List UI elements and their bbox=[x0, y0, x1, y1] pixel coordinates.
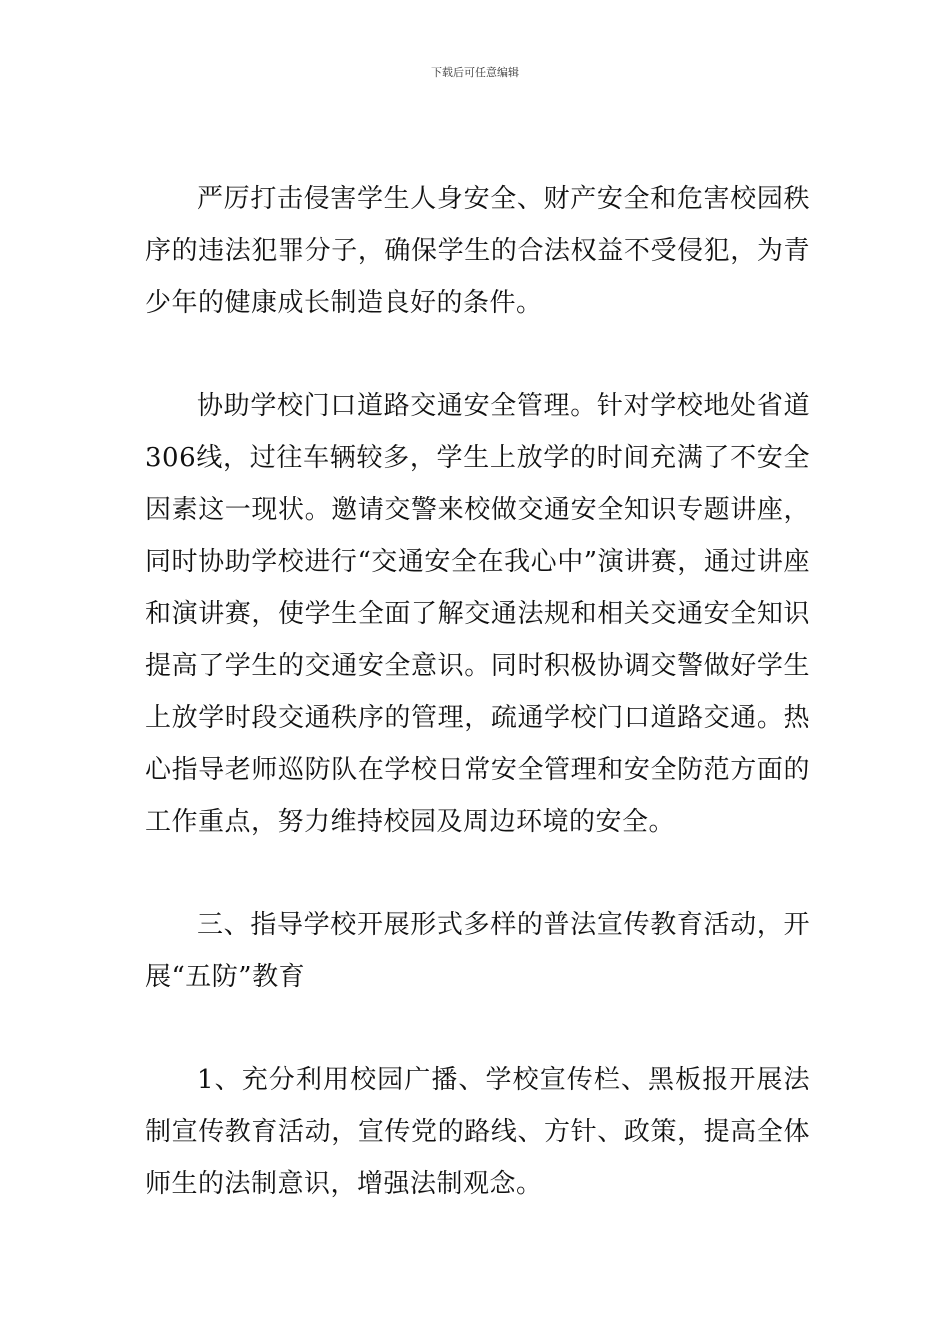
paragraph-legal-publicity: 1、充分利用校园广播、学校宣传栏、黑板报开展法制宣传教育活动，宣传党的路线、方针、政策，提高全体师生的法制意识，增强法制观念。 bbox=[145, 1065, 810, 1199]
page-header-note: 下载后可任意编辑 bbox=[431, 66, 519, 79]
document-body bbox=[145, 173, 810, 1210]
section-heading-legal-education: 三、指导学校开展形式多样的普法宣传教育活动，开展“五防”教育 bbox=[145, 910, 810, 992]
paragraph-campus-safety: 严厉打击侵害学生人身安全、财产安全和危害校园秩序的违法犯罪分子，确保学生的合法权益不受侵犯，为青少年的健康成长制造良好的条件。 bbox=[145, 184, 810, 318]
paragraph-traffic-safety: 协助学校门口道路交通安全管理。针对学校地处省道306线，过往车辆较多，学生上放学的时间充满了不安全因素这一现状。邀请交警来校做交通安全知识专题讲座，同时协助学校进行“交通安全在我心中”演讲赛，通过讲座和演讲赛，使学生全面了解交通法规和相关交通安全知识提高了学生的交通安全意识。同时积极协调交警做好学生上放学时段交通秩序的管理，疏通学校门口道路交通。热心指导老师巡防队在学校日常安全管理和安全防范方面的工作重点，努力维持校园及周边环境的安全。 bbox=[145, 391, 810, 837]
